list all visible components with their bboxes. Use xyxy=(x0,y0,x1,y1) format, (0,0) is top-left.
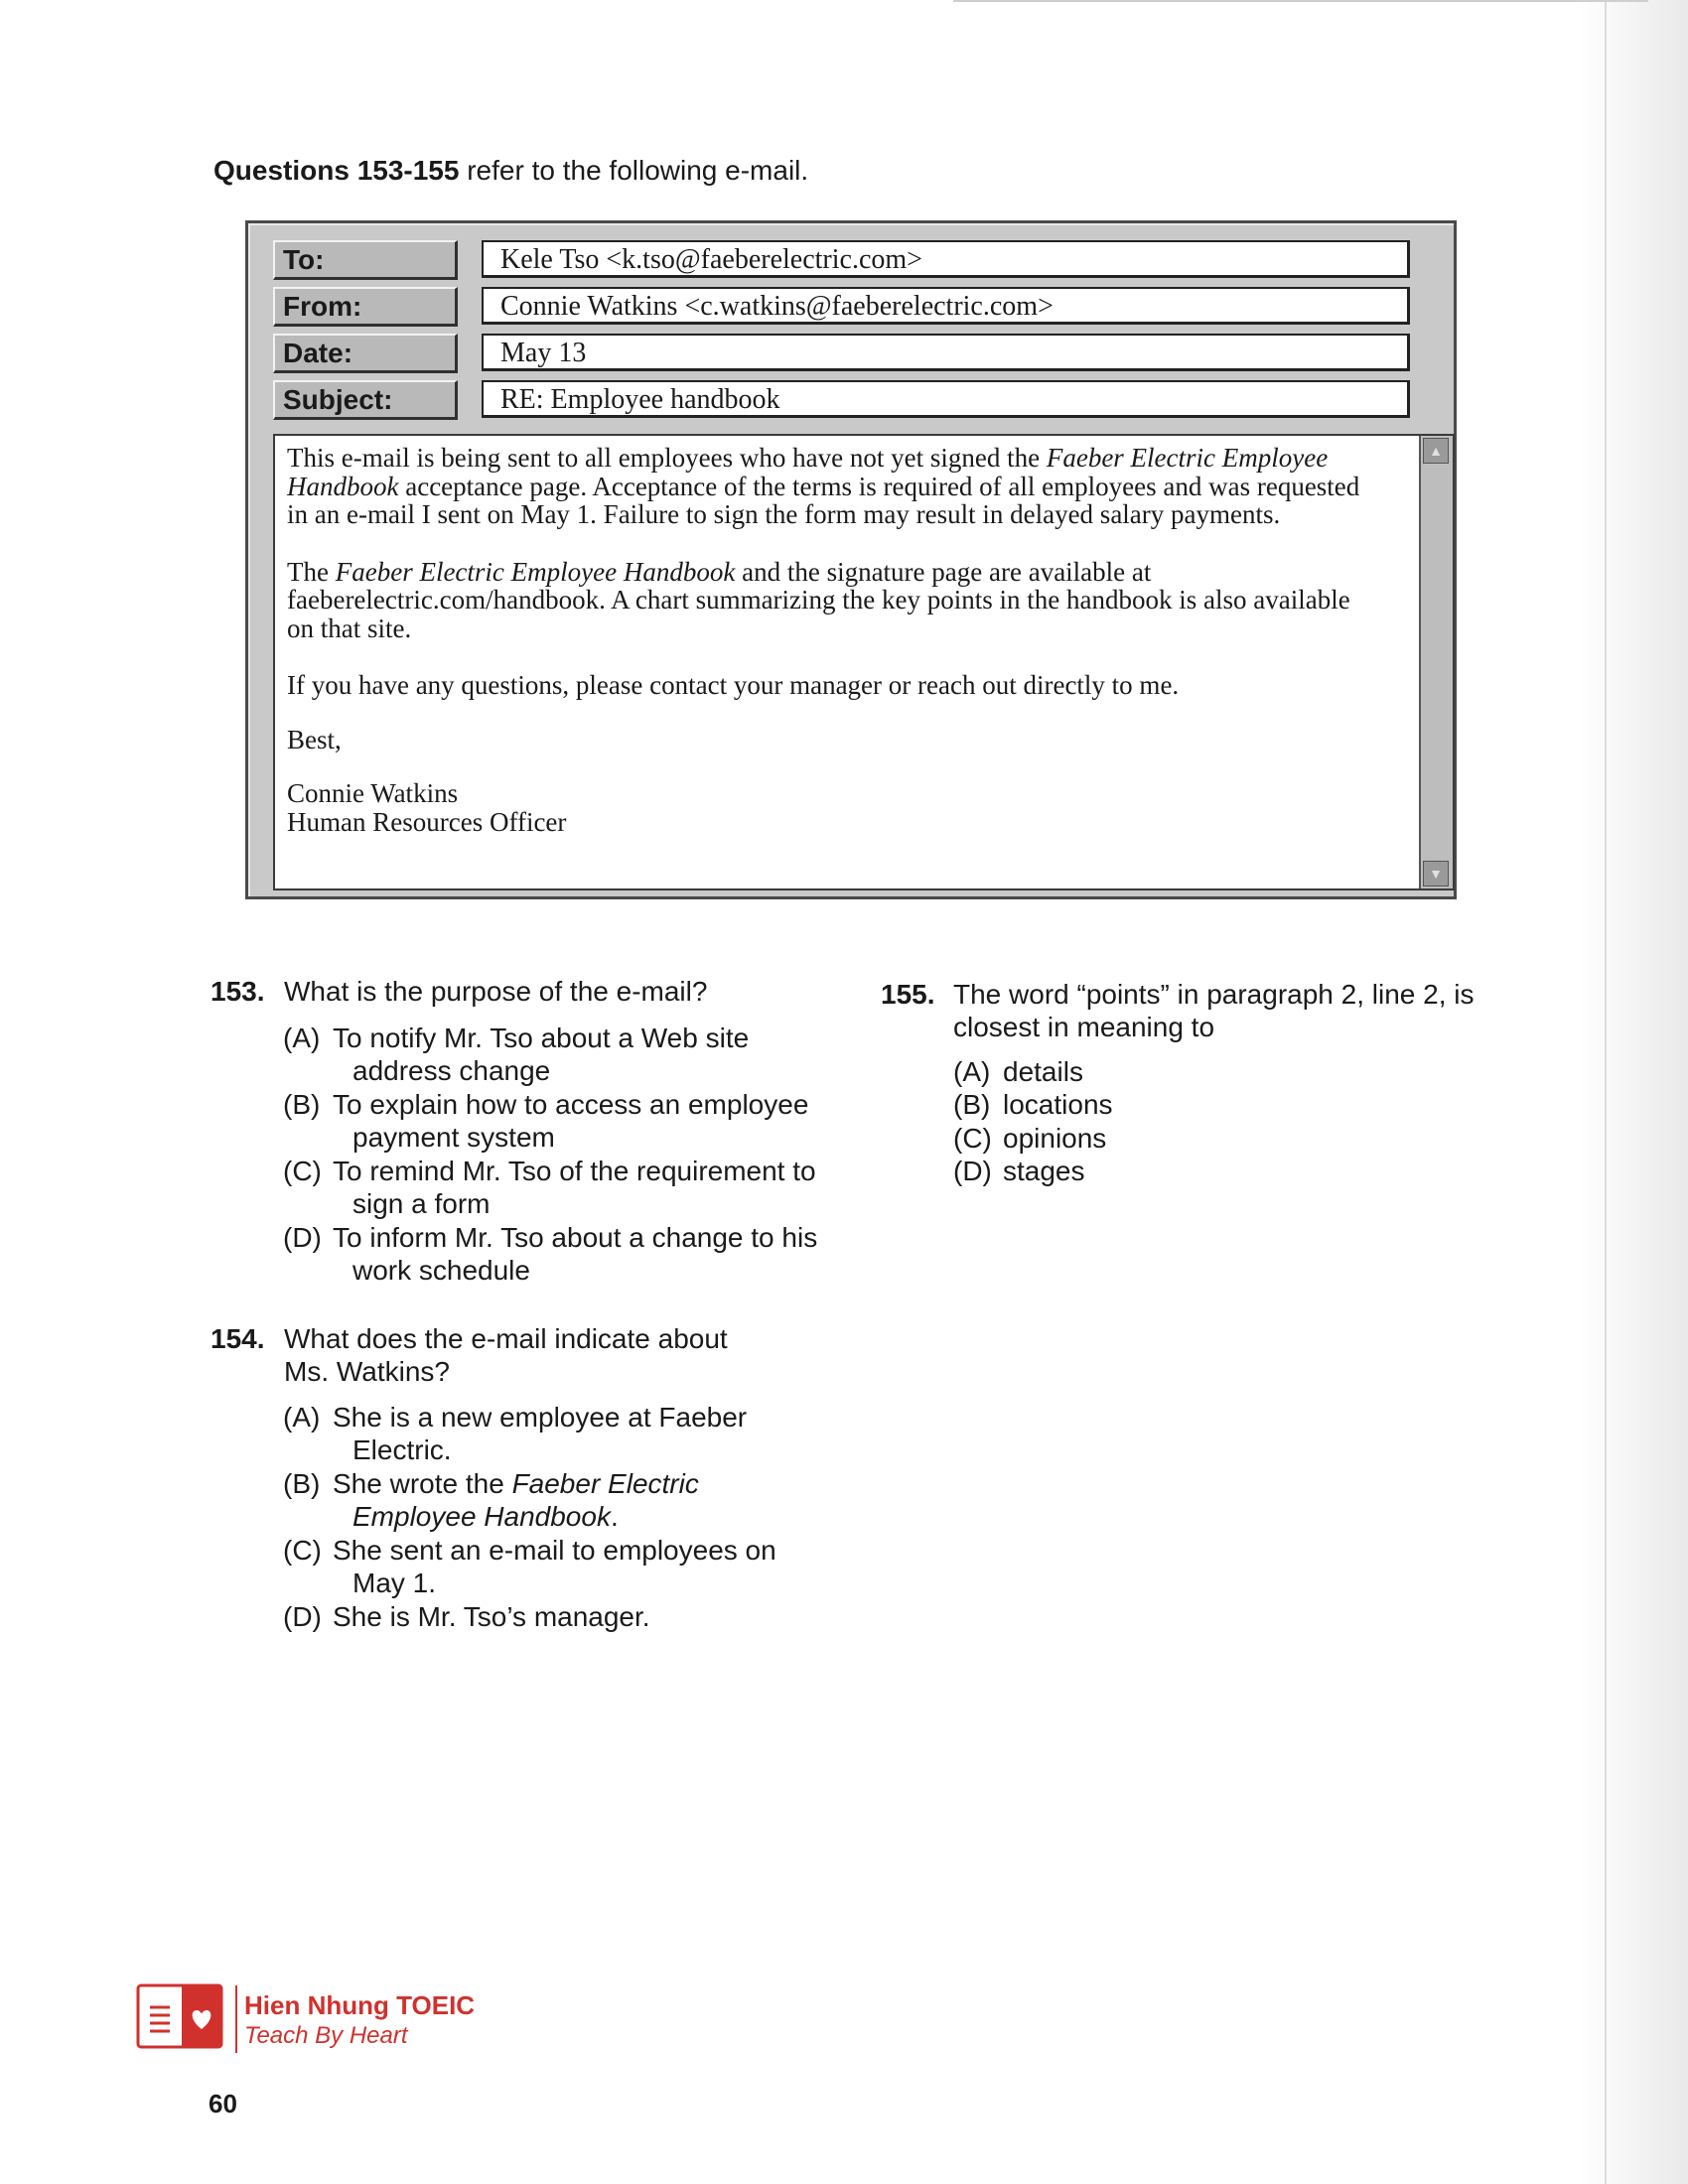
p2-text-a: The xyxy=(287,556,336,587)
subject-label: Subject: xyxy=(273,380,458,420)
option-letter: (A) xyxy=(283,1023,321,1053)
option-letter: (B) xyxy=(953,1089,991,1120)
option-letter: (B) xyxy=(283,1089,321,1120)
email-paragraph-1 xyxy=(287,444,1374,529)
option-text-italic-cont: Employee Handbook xyxy=(352,1501,611,1532)
email-scrollbar[interactable] xyxy=(1419,436,1453,888)
book-heart-logo-icon xyxy=(136,1981,225,2051)
date-label: Date: xyxy=(273,334,458,373)
to-row xyxy=(273,240,1432,280)
question-155 xyxy=(881,978,1516,1047)
q155-option-c[interactable] xyxy=(953,1122,1106,1155)
question-text xyxy=(284,1322,728,1388)
question-text-line2: closest in meaning to xyxy=(953,1012,1215,1042)
option-letter: (D) xyxy=(283,1601,322,1632)
option-text-cont: Electric. xyxy=(352,1434,452,1465)
option-text: She wrote the xyxy=(333,1468,512,1499)
option-text-cont: sign a form xyxy=(352,1188,491,1219)
q153-option-d[interactable] xyxy=(283,1221,817,1287)
question-number: 153. xyxy=(211,976,265,1007)
option-text-cont: May 1. xyxy=(352,1568,437,1598)
brand-name: Hien Nhung TOEIC xyxy=(244,1990,476,2020)
date-field: May 13 xyxy=(482,334,1410,371)
option-letter: (A) xyxy=(953,1056,991,1087)
q153-option-b[interactable] xyxy=(283,1088,808,1154)
option-letter: (C) xyxy=(283,1535,322,1566)
option-letter: (A) xyxy=(283,1402,321,1433)
option-letter: (C) xyxy=(283,1156,322,1186)
email-body xyxy=(273,434,1455,890)
option-text: stages xyxy=(1003,1156,1085,1186)
from-label: From: xyxy=(273,287,458,327)
q154-option-b[interactable] xyxy=(283,1467,699,1533)
question-text-line1: What does the e-mail indicate about xyxy=(284,1323,728,1354)
p2-text-b: and the signature page are available at faeberelectric.com/handbook. A chart summarizing the key points in the handbook is also available on that site. xyxy=(287,556,1350,643)
question-number: 154. xyxy=(211,1323,265,1354)
question-number: 155. xyxy=(881,979,935,1010)
q155-option-a[interactable] xyxy=(953,1055,1083,1088)
option-letter: (D) xyxy=(953,1156,992,1186)
question-text-line1: The word “points” in paragraph 2, line 2, is xyxy=(953,979,1475,1010)
question-text: What is the purpose of the e-mail? xyxy=(284,976,708,1007)
email-paragraph-3: If you have any questions, please contact your manager or reach out directly to me. xyxy=(287,670,1180,700)
to-label: To: xyxy=(273,240,458,280)
email-window xyxy=(245,220,1457,899)
option-letter: (C) xyxy=(953,1123,992,1154)
question-154 xyxy=(211,1322,846,1392)
page-top-line xyxy=(953,0,1648,2)
date-row xyxy=(273,334,1432,373)
option-text-cont: work schedule xyxy=(352,1255,530,1286)
option-letter: (D) xyxy=(283,1222,322,1253)
option-text-cont: address change xyxy=(352,1055,551,1086)
option-letter: (B) xyxy=(283,1468,321,1499)
p1-text-a: This e-mail is being sent to all employees who have not yet signed the xyxy=(287,443,1047,473)
questions-intro xyxy=(213,155,808,187)
option-text-cont: payment system xyxy=(352,1122,555,1153)
scroll-up-icon[interactable]: ▲ xyxy=(1423,438,1449,464)
from-field: Connie Watkins <c.watkins@faeberelectric.com> xyxy=(482,287,1410,325)
option-text: To explain how to access an employee xyxy=(333,1089,809,1120)
option-text-italic: Faeber Electric xyxy=(511,1468,699,1499)
p1-text-b: acceptance page. Acceptance of the terms is required of all employees and was requested in an e-mail I sent on May 1. Failure to sign the form may result in delayed salary payments. xyxy=(287,471,1360,529)
email-signature xyxy=(287,779,1374,836)
option-text: locations xyxy=(1003,1089,1113,1120)
question-text-line2: Ms. Watkins? xyxy=(284,1356,450,1387)
q155-option-d[interactable] xyxy=(953,1155,1085,1187)
q155-option-b[interactable] xyxy=(953,1088,1113,1121)
q154-option-d[interactable] xyxy=(283,1600,650,1633)
brand-tagline: Teach By Heart xyxy=(244,2022,408,2049)
subject-field: RE: Employee handbook xyxy=(482,380,1410,418)
option-text: To notify Mr. Tso about a Web site xyxy=(333,1023,750,1053)
option-text: She is a new employee at Faeber xyxy=(333,1402,748,1433)
subject-row xyxy=(273,380,1432,420)
email-body-text xyxy=(287,444,1374,836)
sender-title: Human Resources Officer xyxy=(287,806,567,837)
p2-handbook-title: Faeber Electric Employee Handbook xyxy=(335,556,736,587)
scroll-down-icon[interactable]: ▼ xyxy=(1423,861,1449,887)
q153-option-c[interactable] xyxy=(283,1155,816,1220)
questions-range: Questions 153-155 xyxy=(213,155,460,186)
q154-option-c[interactable] xyxy=(283,1534,776,1599)
option-text: She sent an e-mail to employees on xyxy=(333,1535,776,1566)
option-text: She is Mr. Tso’s manager. xyxy=(333,1601,650,1632)
page-edge-line xyxy=(1605,0,1607,2184)
q154-option-a[interactable] xyxy=(283,1401,747,1466)
option-text: To remind Mr. Tso of the requirement to xyxy=(333,1156,816,1186)
option-text: To inform Mr. Tso about a change to his xyxy=(333,1222,818,1253)
q153-option-a[interactable] xyxy=(283,1022,749,1087)
sender-name: Connie Watkins xyxy=(287,778,459,808)
option-text: opinions xyxy=(1003,1123,1107,1154)
email-closing: Best, xyxy=(287,724,342,754)
page-edge-shade xyxy=(1579,0,1688,2184)
questions-intro-text: refer to the following e-mail. xyxy=(459,155,809,186)
question-text xyxy=(953,978,1475,1043)
to-field: Kele Tso <k.tso@faeberelectric.com> xyxy=(482,240,1410,278)
p1-handbook-title: Faeber Electric Employee Handbook xyxy=(287,443,1329,501)
option-text-cont xyxy=(283,1500,699,1533)
option-text: details xyxy=(1003,1056,1083,1087)
option-text-period: . xyxy=(610,1501,619,1532)
page-number: 60 xyxy=(209,2089,237,2118)
from-row xyxy=(273,287,1432,327)
logo-divider xyxy=(235,1985,237,2053)
email-paragraph-2 xyxy=(287,558,1374,643)
